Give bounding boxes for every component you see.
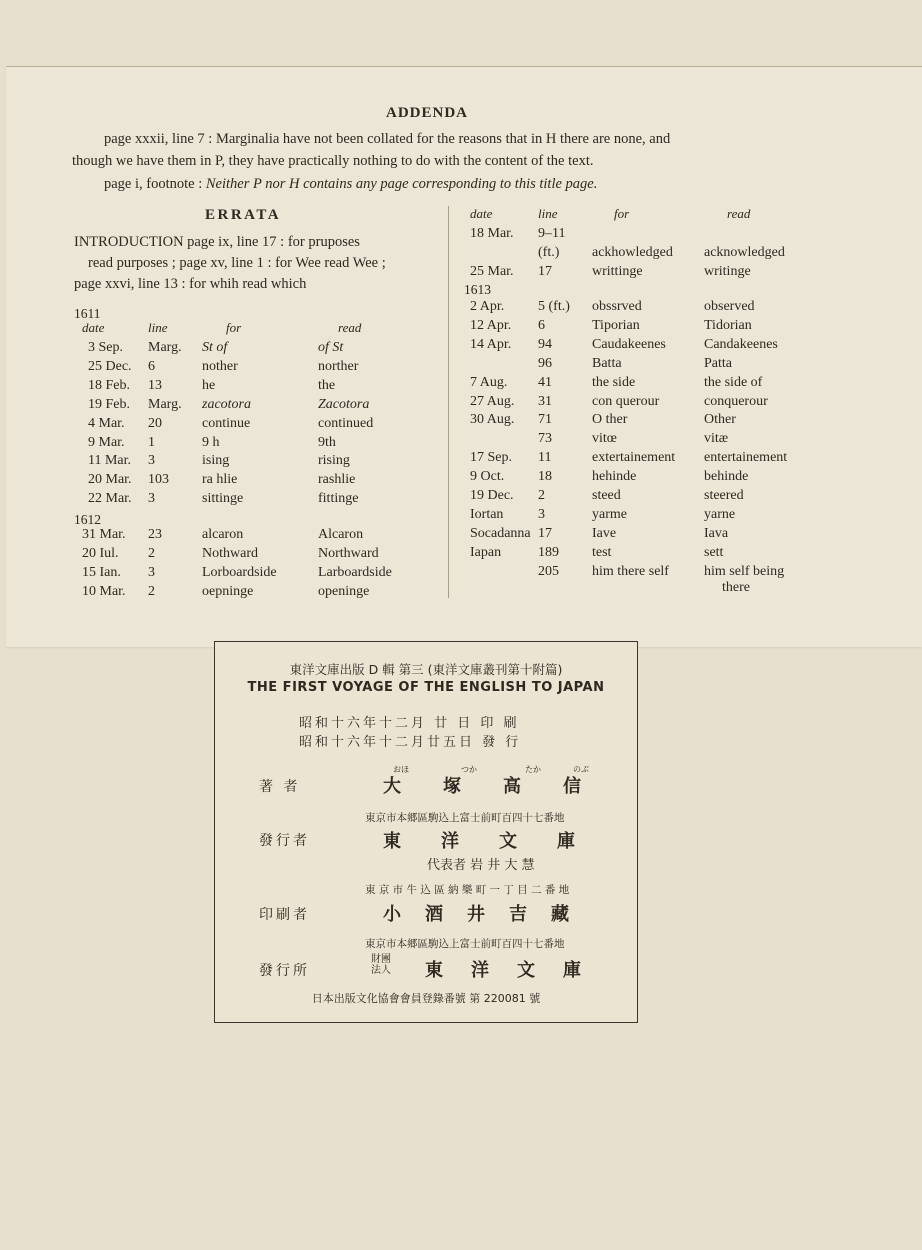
colophon-series: 東洋文庫出版 D 輯 第三 (東洋文庫叢刊第十附篇) bbox=[289, 662, 563, 677]
right-1613-cell-read: behinde bbox=[704, 469, 749, 485]
office-role: 發行所 bbox=[259, 963, 310, 979]
right-1613-cell-date: 30 Aug. bbox=[470, 412, 515, 428]
right-1613-cell-for: vitœ bbox=[592, 431, 617, 447]
right-1613-cell-line: 94 bbox=[538, 336, 552, 352]
author-role: 著 者 bbox=[259, 779, 301, 795]
left-1611-cell-line: 1 bbox=[148, 434, 155, 450]
right-1613-cell-read: Tidorian bbox=[704, 317, 752, 333]
left-1611-cell-line: 3 bbox=[148, 491, 155, 507]
left-1612-cell-for: Nothward bbox=[202, 545, 258, 561]
right-header-read: read bbox=[727, 206, 751, 221]
left-1611-cell-line: 20 bbox=[148, 415, 162, 431]
right-1613-cell-for: Tiporian bbox=[592, 317, 640, 333]
right-1613-cell-read: Candakeenes bbox=[704, 336, 778, 352]
left-1611-cell-for: 9 h bbox=[202, 434, 220, 450]
left-1611-cell-read: continued bbox=[318, 415, 374, 431]
right-1613-cell-date: 2 Apr. bbox=[470, 299, 505, 314]
right-1613-cell-read: vitæ bbox=[704, 431, 729, 447]
registration-number: 日本出版文化協會會員登錄番號 第 220081 號 bbox=[311, 992, 541, 1005]
left-1612-cell-line: 2 bbox=[148, 545, 155, 561]
left-1611-cell-date: 4 Mar. bbox=[88, 415, 125, 431]
left-1611-cell-line: Marg. bbox=[148, 396, 182, 412]
left-1612-cell-for: alcaron bbox=[202, 527, 244, 542]
left-1611-cell-for: ising bbox=[202, 453, 230, 469]
right-1613-cell-for: Batta bbox=[592, 355, 622, 371]
publisher-name: 東洋文庫 bbox=[383, 831, 615, 852]
printer-role: 印刷者 bbox=[259, 907, 310, 923]
colophon-box bbox=[214, 641, 638, 1023]
right-1613-cell-for: extertainement bbox=[592, 450, 676, 466]
right-1613-cell-date: Iapan bbox=[470, 544, 502, 560]
year-1611: 1611 bbox=[74, 306, 101, 321]
left-1611-cell-date: 18 Feb. bbox=[88, 377, 130, 393]
right-1613-cell-line: 189 bbox=[538, 544, 559, 560]
left-1611-cell-line: 103 bbox=[148, 472, 169, 488]
left-header-date: date bbox=[82, 320, 105, 335]
right-1612-cell-line: (ft.) bbox=[538, 244, 560, 260]
right-1613-cell-for: Caudakeenes bbox=[592, 336, 666, 352]
addenda-line-1: page xxxii, line 7 : Marginalia have not been collated for the reasons that in H there are none, and bbox=[104, 131, 671, 147]
colophon-title: THE FIRST VOYAGE OF THE ENGLISH TO JAPAN bbox=[247, 680, 605, 695]
left-1612-cell-read: Larboardside bbox=[318, 564, 392, 580]
left-1612-cell-date: 10 Mar. bbox=[82, 583, 126, 599]
right-1613-cell-for: steed bbox=[592, 488, 621, 503]
right-1612-cell-date: 25 Mar. bbox=[470, 263, 514, 279]
colophon-published-date: 昭和十六年十二月廿五日 發 行 bbox=[299, 735, 522, 750]
publisher-representative: 代表者 岩 井 大 慧 bbox=[427, 858, 535, 873]
right-header-line: line bbox=[538, 206, 558, 221]
left-1611-cell-date: 9 Mar. bbox=[88, 434, 125, 450]
colophon-printed-date: 昭和十六年十二月 廿 日 印 刷 bbox=[299, 716, 520, 731]
left-1612-cell-date: 15 Ian. bbox=[82, 564, 121, 580]
column-divider bbox=[448, 206, 449, 598]
printer-address: 東 京 市 牛 込 區 納 樂 町 一 丁 目 二 番 地 bbox=[365, 884, 570, 896]
left-1612-cell-line: 3 bbox=[148, 564, 155, 580]
left-header-line: line bbox=[148, 320, 168, 335]
right-1613-cell-for: him there self bbox=[592, 563, 669, 579]
publisher-role: 發行者 bbox=[259, 833, 310, 849]
left-header-for: for bbox=[226, 320, 242, 335]
left-1612-cell-line: 23 bbox=[148, 527, 162, 542]
left-header-read: read bbox=[338, 320, 362, 335]
right-1613-cell-line: 5 (ft.) bbox=[538, 299, 570, 314]
right-1613-cell-for: yarme bbox=[592, 506, 627, 522]
right-1613-cell-line: 41 bbox=[538, 374, 552, 390]
left-1611-cell-read: fittinge bbox=[318, 491, 359, 507]
office-name: 東洋文庫 bbox=[425, 960, 609, 981]
right-1613-cell-read: the side of bbox=[704, 374, 763, 390]
left-1611-cell-line: 6 bbox=[148, 358, 155, 374]
right-1613-cell-line: 96 bbox=[538, 355, 552, 371]
right-1613-cell-read: Iava bbox=[704, 525, 729, 541]
left-1611-cell-for: he bbox=[202, 377, 216, 393]
right-1612-cell-line: 9–11 bbox=[538, 226, 566, 241]
right-1613-cell-date: 19 Dec. bbox=[470, 488, 514, 503]
right-header-date: date bbox=[470, 206, 493, 221]
left-1611-cell-for: ra hlie bbox=[202, 472, 238, 488]
left-1611-cell-line: 13 bbox=[148, 377, 162, 393]
left-1611-cell-for: continue bbox=[202, 415, 251, 431]
left-1611-cell-date: 25 Dec. bbox=[88, 358, 132, 374]
author-ruby-1: おほ bbox=[393, 765, 409, 774]
right-1613-cell-read: him self being bbox=[704, 563, 785, 579]
right-1613-cell-read: observed bbox=[704, 299, 755, 314]
left-1612-cell-read: Northward bbox=[318, 545, 379, 561]
printer-name: 小酒井吉藏 bbox=[383, 904, 593, 925]
right-1613-cell-date: Iortan bbox=[470, 506, 504, 522]
right-1613-cell-line: 17 bbox=[538, 525, 552, 541]
left-1612-cell-date: 31 Mar. bbox=[82, 527, 126, 542]
left-1611-cell-read: norther bbox=[318, 358, 359, 374]
year-1613: 1613 bbox=[464, 282, 491, 297]
right-1613-cell-line: 11 bbox=[538, 450, 552, 466]
right-1613-cell-for: hehinde bbox=[592, 469, 637, 485]
left-1612-cell-for: Lorboardside bbox=[202, 564, 277, 580]
left-1612-cell-for: oepninge bbox=[202, 583, 254, 599]
left-1612-cell-read: openinge bbox=[318, 583, 370, 599]
right-1613-cell-read: Other bbox=[704, 412, 736, 428]
right-1613-cell-read: steered bbox=[704, 488, 744, 503]
right-1613-cell-for: the side bbox=[592, 374, 636, 390]
right-1613-cell-line: 2 bbox=[538, 488, 545, 503]
right-1613-cell-read: sett bbox=[704, 544, 724, 560]
left-1611-cell-for: nother bbox=[202, 358, 238, 374]
left-1611-cell-for: St of bbox=[202, 340, 228, 355]
right-last-read-continued: there bbox=[722, 580, 750, 595]
left-1611-cell-date: 11 Mar. bbox=[88, 453, 132, 469]
left-1611-cell-line: Marg. bbox=[148, 340, 182, 355]
errata-title: ERRATA bbox=[205, 207, 282, 223]
right-header-for: for bbox=[614, 206, 630, 221]
author-name: 大塚高信 bbox=[383, 776, 623, 797]
author-ruby-3: たか bbox=[525, 765, 541, 774]
right-1613-cell-line: 73 bbox=[538, 431, 552, 447]
right-1613-cell-date: 9 Oct. bbox=[470, 469, 505, 485]
left-1611-cell-date: 20 Mar. bbox=[88, 472, 132, 488]
addenda-line-3-italic: Neither P nor H contains any page corresponding to this title page. bbox=[205, 176, 598, 192]
left-1611-cell-date: 22 Mar. bbox=[88, 491, 132, 507]
left-1612-cell-read: Alcaron bbox=[318, 527, 364, 542]
right-1613-cell-date: 27 Aug. bbox=[470, 393, 515, 409]
intro-line-2: read purposes ; page xv, line 1 : for Wee read Wee ; bbox=[88, 255, 386, 271]
right-1613-cell-date: Socadanna bbox=[470, 525, 531, 541]
left-1611-cell-read: rising bbox=[318, 453, 350, 469]
office-address: 東京市本郷區駒込上富士前町百四十七番地 bbox=[365, 938, 565, 950]
left-1611-cell-read: of St bbox=[318, 340, 344, 355]
right-1613-cell-date: 7 Aug. bbox=[470, 374, 508, 390]
right-1613-cell-line: 31 bbox=[538, 393, 552, 409]
right-1613-cell-for: Iave bbox=[592, 525, 617, 541]
left-1611-cell-read: the bbox=[318, 377, 336, 393]
right-1612-cell-line: 17 bbox=[538, 263, 552, 279]
right-1613-cell-for: test bbox=[592, 544, 612, 560]
addenda-line-3 bbox=[72, 173, 820, 195]
right-1612-cell-read: writinge bbox=[704, 263, 751, 279]
right-1613-cell-date: 14 Apr. bbox=[470, 336, 512, 352]
left-1611-cell-date: 19 Feb. bbox=[88, 396, 130, 412]
right-1612-cell-for: ackhowledged bbox=[592, 244, 673, 260]
left-1612-cell-line: 2 bbox=[148, 583, 155, 599]
left-1612-cell-date: 20 Iul. bbox=[82, 545, 119, 561]
right-1613-cell-for: O ther bbox=[592, 412, 628, 428]
year-1612: 1612 bbox=[74, 512, 101, 527]
right-1612-cell-for: writtinge bbox=[592, 263, 643, 279]
author-ruby-4: のぶ bbox=[573, 765, 589, 774]
left-1611-cell-line: 3 bbox=[148, 453, 155, 469]
office-prefix: 財團 法人 bbox=[371, 954, 391, 976]
addenda-line-3-prefix: page i, footnote : bbox=[104, 176, 206, 192]
right-1613-cell-for: con querour bbox=[592, 393, 660, 409]
addenda-line-2: though we have them in P, they have practically nothing to do with the content of the text. bbox=[72, 153, 594, 169]
right-1613-cell-date: 12 Apr. bbox=[470, 317, 512, 333]
right-1613-cell-read: Patta bbox=[704, 355, 732, 371]
publisher-address: 東京市本郷區駒込上富士前町百四十七番地 bbox=[365, 812, 565, 824]
left-1611-cell-read: Zacotora bbox=[318, 396, 370, 412]
author-ruby-2: つか bbox=[461, 765, 477, 774]
right-1612-cell-read: acknowledged bbox=[704, 244, 785, 260]
left-1611-cell-read: rashlie bbox=[318, 472, 356, 488]
right-1613-cell-read: entertainement bbox=[704, 450, 788, 466]
right-1613-cell-line: 18 bbox=[538, 469, 552, 485]
left-1611-cell-for: sittinge bbox=[202, 491, 244, 507]
right-1613-cell-read: conquerour bbox=[704, 393, 768, 409]
right-1613-cell-line: 6 bbox=[538, 317, 545, 333]
right-1613-cell-line: 3 bbox=[538, 506, 545, 522]
left-1611-cell-date: 3 Sep. bbox=[88, 340, 123, 355]
intro-line-3: page xxvi, line 13 : for whih read which bbox=[74, 276, 307, 292]
addenda-text bbox=[72, 128, 820, 195]
addenda-title: ADDENDA bbox=[386, 105, 468, 121]
right-1613-cell-date: 17 Sep. bbox=[470, 450, 512, 466]
left-1611-cell-read: 9th bbox=[318, 434, 336, 450]
right-1613-cell-for: obssrved bbox=[592, 299, 642, 314]
right-1613-cell-line: 205 bbox=[538, 563, 559, 579]
errata-introduction bbox=[74, 232, 444, 295]
left-1611-cell-for: zacotora bbox=[202, 396, 251, 412]
intro-line-1: INTRODUCTION page ix, line 17 : for pruposes bbox=[74, 234, 360, 250]
right-1612-cell-date: 18 Mar. bbox=[470, 226, 514, 241]
right-1613-cell-read: yarne bbox=[704, 506, 736, 522]
right-1613-cell-line: 71 bbox=[538, 412, 552, 428]
